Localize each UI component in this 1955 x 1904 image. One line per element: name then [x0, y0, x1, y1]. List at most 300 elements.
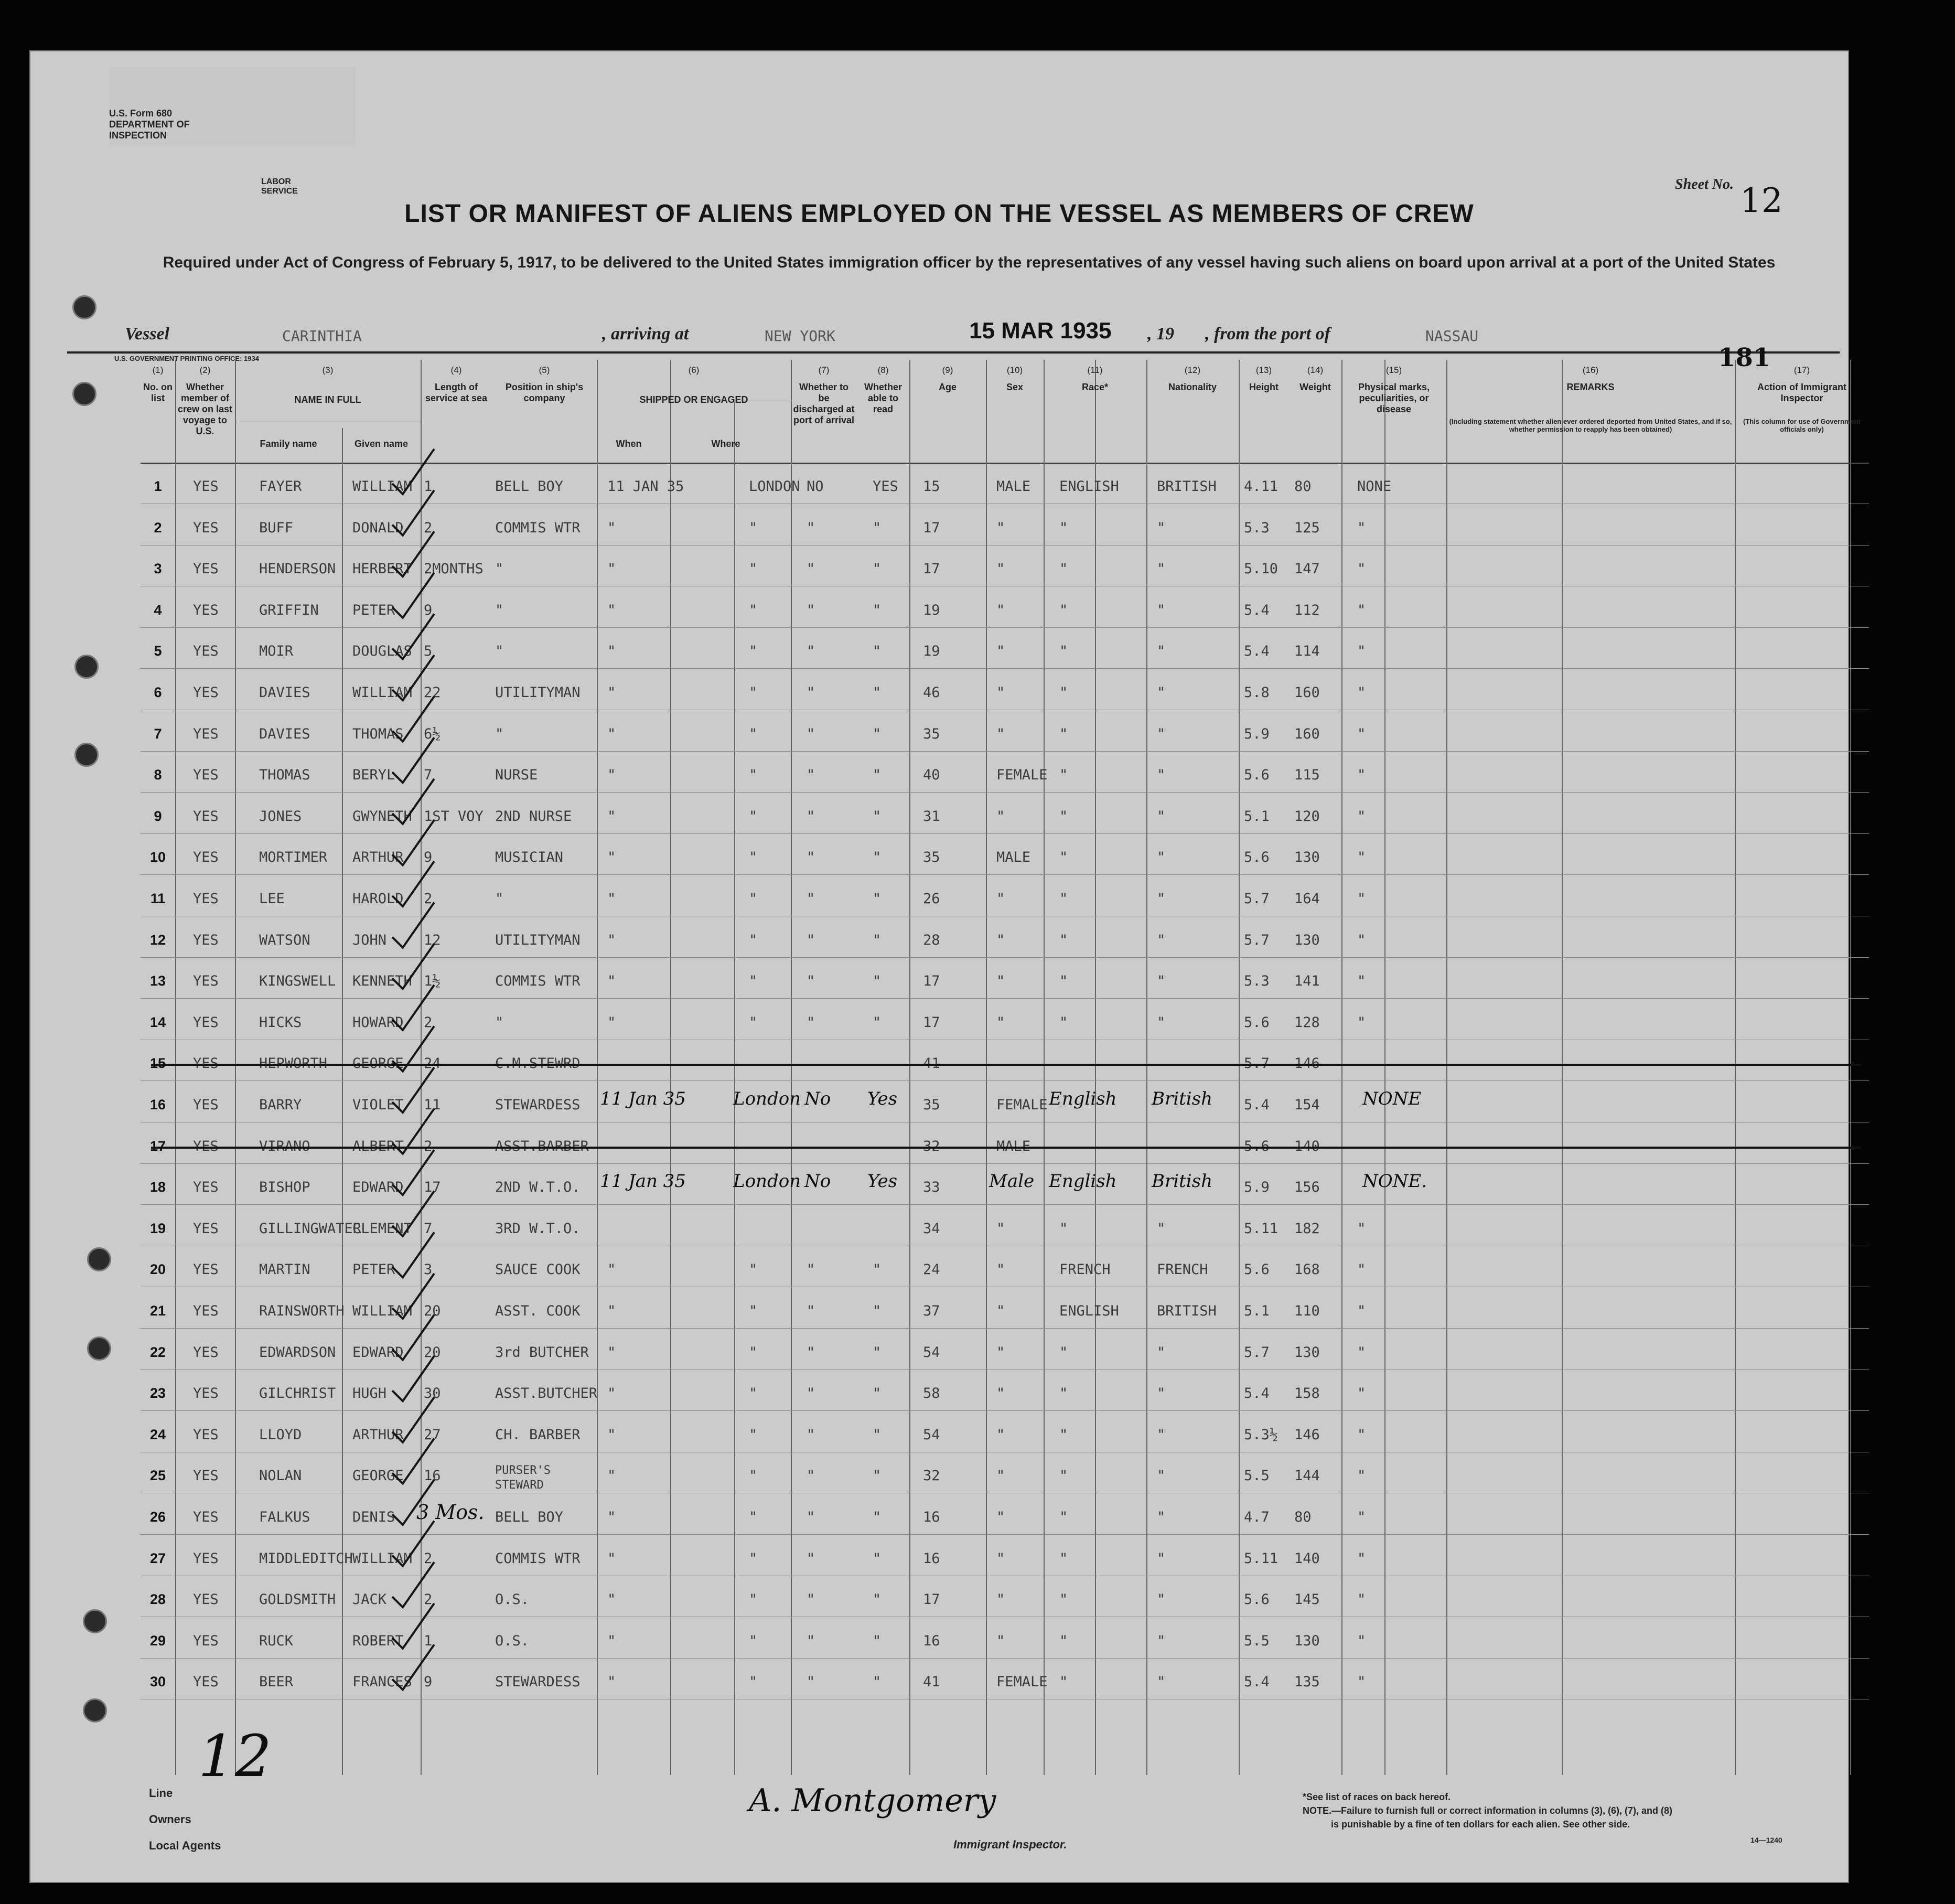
sex-value: " [996, 1220, 1005, 1237]
height-value: 5.3½ [1244, 1426, 1279, 1443]
weight-value: 140 [1294, 1550, 1320, 1567]
physical-marks-value: " [1357, 932, 1366, 948]
subheader-name-in-full-0: Family name [260, 438, 317, 449]
service-length: 20 [424, 1303, 441, 1319]
manifest-page [29, 50, 1861, 1883]
position-value: 2ND NURSE [495, 808, 572, 825]
physical-marks-value: " [1357, 561, 1366, 577]
given-name: JACK [352, 1591, 387, 1608]
given-name: ARTHUR [352, 849, 404, 866]
crew-last-voyage-value: YES [193, 1303, 219, 1319]
nationality-value: " [1157, 643, 1166, 660]
nationality-value: " [1157, 1632, 1166, 1649]
local-agents-label: Local Agents [149, 1839, 221, 1852]
weight-value: 156 [1294, 1179, 1320, 1196]
owners-label: Owners [149, 1813, 191, 1826]
weight-value: 80 [1294, 1509, 1312, 1525]
nationality-value: " [1157, 561, 1166, 577]
discharged-value: " [807, 1674, 815, 1691]
height-value: 5.5 [1244, 1468, 1270, 1484]
able-to-read-value: " [873, 1509, 882, 1525]
physical-marks-value: " [1357, 1220, 1366, 1237]
age-value: 19 [923, 602, 940, 618]
printing-office: U.S. GOVERNMENT PRINTING OFFICE: 1934 [114, 355, 259, 362]
column-number-crew-last-voyage: (2) [199, 365, 211, 375]
physical-marks-value: " [1357, 1674, 1366, 1691]
given-name: JOHN [352, 932, 387, 948]
sheet-label: Sheet No. [1675, 176, 1734, 192]
physical-marks-value: " [1357, 1261, 1366, 1278]
column-number-sex: (10) [1006, 365, 1023, 375]
column-header-shipped-or-engaged: SHIPPED OR ENGAGED [639, 394, 748, 405]
sex-value: " [996, 725, 1005, 742]
check-mark [392, 1150, 434, 1195]
check-mark [392, 697, 434, 742]
manifest-subtitle: Required under Act of Congress of February 5, 1917, to be delivered to the United States immigration officer by the representatives of any vessel having such aliens on board upon arrival at a port of the United States [163, 254, 1776, 271]
column-number-name-in-full: (3) [322, 365, 334, 375]
row-number: 24 [149, 1426, 166, 1442]
crew-last-voyage-value: YES [193, 725, 219, 742]
race-value: " [1059, 602, 1068, 618]
crew-last-voyage-value: YES [193, 1426, 219, 1443]
height-value: 5.9 [1244, 725, 1270, 742]
check-mark [392, 1603, 434, 1649]
subheader-shipped-or-engaged-1: Where [711, 438, 740, 449]
weight-value: 158 [1294, 1385, 1320, 1402]
weight-value: 160 [1294, 725, 1320, 742]
crew-last-voyage-value: YES [193, 519, 219, 536]
nationality-value: " [1157, 1014, 1166, 1031]
discharged-value: " [807, 1344, 815, 1361]
given-name: DONALD [352, 519, 404, 536]
position-value: 3RD W.T.O. [495, 1220, 581, 1237]
given-name: HAROLD [352, 891, 404, 907]
family-name: WATSON [259, 932, 310, 948]
race-value: " [1059, 561, 1068, 577]
service-length: 27 [424, 1426, 441, 1443]
sex-value: " [996, 1385, 1005, 1402]
age-value: 16 [923, 1509, 940, 1525]
age-value: 17 [923, 561, 940, 577]
position-value: ASST.BUTCHER [495, 1385, 598, 1402]
nationality-value: " [1157, 602, 1166, 618]
column-header-age: Age [938, 382, 957, 392]
check-mark [392, 985, 434, 1030]
shipped-when: " [607, 1468, 616, 1484]
form-identifier: U.S. Form 680 DEPARTMENT OF INSPECTION [109, 108, 190, 141]
height-value: 5.6 [1244, 1591, 1270, 1608]
shipped-where: " [749, 1674, 758, 1691]
service-length: 3 [424, 1261, 433, 1278]
crew-last-voyage-value: YES [193, 849, 219, 866]
column-header-position: Position in ship's company [505, 382, 584, 403]
race-value: ENGLISH [1059, 1303, 1119, 1319]
able-to-read-value: " [873, 561, 882, 577]
check-mark [392, 1191, 434, 1236]
row-number: 6 [154, 684, 162, 700]
service-length: 12 [424, 932, 441, 948]
binder-hole [72, 382, 96, 406]
given-name: ROBERT [352, 1632, 404, 1649]
check-mark [392, 1067, 434, 1113]
binder-hole [87, 1247, 111, 1271]
discharged-value: " [807, 1385, 815, 1402]
nationality-value: " [1157, 1385, 1166, 1402]
shipped-where: " [749, 1509, 758, 1525]
weight-value: 146 [1294, 1426, 1320, 1443]
height-value: 5.6 [1244, 1014, 1270, 1031]
given-name: ARTHUR [352, 1426, 404, 1443]
age-value: 40 [923, 767, 940, 784]
family-name: HENDERSON [259, 561, 336, 577]
age-value: 26 [923, 891, 940, 907]
discharged-value: " [807, 1468, 815, 1484]
position-value: " [495, 1014, 504, 1031]
service-length: 30 [424, 1385, 441, 1402]
column-number-nationality: (12) [1184, 365, 1201, 375]
discharged-value: " [807, 684, 815, 701]
shipped-when: " [607, 643, 616, 660]
age-value: 35 [923, 1097, 940, 1113]
height-value: 5.6 [1244, 767, 1270, 784]
position-value: UTILITYMAN [495, 684, 581, 701]
given-name: DENIS [352, 1509, 395, 1525]
crew-last-voyage-value: YES [193, 1550, 219, 1567]
race-value: " [1059, 808, 1068, 825]
family-name: GRIFFIN [259, 602, 319, 618]
age-value: 32 [923, 1138, 940, 1154]
shipped-where: " [749, 1385, 758, 1402]
discharged-value: " [807, 1632, 815, 1649]
physical-marks-value: " [1357, 973, 1366, 990]
race-value: " [1059, 1674, 1068, 1691]
height-value: 5.1 [1244, 1303, 1270, 1319]
discharged-value: " [807, 1509, 815, 1525]
race-value: " [1059, 1550, 1068, 1567]
handwritten-read: Yes [867, 1088, 898, 1109]
shipped-where: " [749, 684, 758, 701]
weight-value: 182 [1294, 1220, 1320, 1237]
weight-value: 80 [1294, 478, 1312, 495]
check-mark [392, 1397, 434, 1442]
shipped-when: " [607, 1261, 616, 1278]
shipped-when: " [607, 932, 616, 948]
height-value: 5.5 [1244, 1632, 1270, 1649]
given-name: DOUGLAS [352, 643, 412, 660]
position-value: STEWARDESS [495, 1674, 581, 1691]
physical-marks-value: " [1357, 1550, 1366, 1567]
family-name: FAYER [259, 478, 302, 495]
age-value: 54 [923, 1344, 940, 1361]
service-length: 5 [424, 643, 433, 660]
race-value: " [1059, 1468, 1068, 1484]
shipped-when: 11 JAN 35 [607, 478, 684, 495]
age-value: 41 [923, 1055, 940, 1072]
given-name: CLEMENT [352, 1220, 412, 1237]
height-value: 5.6 [1244, 849, 1270, 866]
service-length: 6½ [424, 725, 441, 742]
service-length: 9 [424, 602, 433, 618]
departure-port: NASSAU [1425, 327, 1479, 345]
able-to-read-value: " [873, 725, 882, 742]
family-name: BUFF [259, 519, 294, 536]
discharged-value: " [807, 1591, 815, 1608]
shipped-where: " [749, 891, 758, 907]
physical-marks-value: " [1357, 808, 1366, 825]
family-name: BEER [259, 1674, 294, 1691]
position-value: " [495, 891, 504, 907]
physical-marks-value: " [1357, 643, 1366, 660]
shipped-where: " [749, 1261, 758, 1278]
handwritten-marks: NONE [1362, 1088, 1422, 1109]
row-number: 13 [149, 973, 166, 989]
position-value: " [495, 561, 504, 577]
race-value: " [1059, 1344, 1068, 1361]
nationality-value: " [1157, 1426, 1166, 1443]
height-value: 5.6 [1244, 1138, 1270, 1154]
weight-value: 120 [1294, 808, 1320, 825]
family-name: MARTIN [259, 1261, 310, 1278]
crew-last-voyage-value: YES [193, 973, 219, 990]
sex-value: " [996, 1344, 1005, 1361]
service-length: 17 [424, 1179, 441, 1196]
physical-marks-value: " [1357, 1303, 1366, 1319]
crew-last-voyage-value: YES [193, 891, 219, 907]
height-value: 4.11 [1244, 478, 1279, 495]
column-header-remarks: REMARKS [1566, 382, 1615, 392]
crew-last-voyage-value: YES [193, 767, 219, 784]
sex-value: " [996, 808, 1005, 825]
position-value: " [495, 602, 504, 618]
row-number: 2 [154, 519, 162, 536]
sex-value: " [996, 891, 1005, 907]
family-name: HICKS [259, 1014, 302, 1031]
family-name: FALKUS [259, 1509, 310, 1525]
age-value: 16 [923, 1632, 940, 1649]
discharged-value: " [807, 643, 815, 660]
able-to-read-value: " [873, 1014, 882, 1031]
shipped-when: " [607, 684, 616, 701]
nationality-value: " [1157, 1674, 1166, 1691]
service-length: 2MONTHS [424, 561, 484, 577]
handwritten-nationality: British [1152, 1171, 1212, 1192]
discharged-value: " [807, 932, 815, 948]
height-value: 5.4 [1244, 1385, 1270, 1402]
age-value: 33 [923, 1179, 940, 1196]
column-header-able-to-read: Whether able to read [864, 382, 902, 414]
able-to-read-value: " [873, 1550, 882, 1567]
discharged-value: " [807, 1261, 815, 1278]
sex-value: " [996, 1509, 1005, 1525]
shipped-when: " [607, 519, 616, 536]
form-code: 14—1240 [1750, 1836, 1782, 1844]
physical-marks-value: " [1357, 1632, 1366, 1649]
race-value: " [1059, 767, 1068, 784]
age-value: 16 [923, 1550, 940, 1567]
binder-hole [72, 295, 96, 319]
service-length: 9 [424, 1674, 433, 1691]
family-name: MOIR [259, 643, 294, 660]
shipped-where: " [749, 973, 758, 990]
binder-hole [87, 1336, 111, 1361]
handwritten-marks: NONE. [1362, 1171, 1427, 1192]
crew-last-voyage-value: YES [193, 1261, 219, 1278]
physical-marks-value: " [1357, 1426, 1366, 1443]
column-number-able-to-read: (8) [877, 365, 889, 375]
year-label: , 19 [1147, 324, 1174, 344]
weight-value: 125 [1294, 519, 1320, 536]
crew-last-voyage-value: YES [193, 1179, 219, 1196]
position-value: UTILITYMAN [495, 932, 581, 948]
column-note-inspector-action: (This column for use of Government officials only) [1743, 418, 1861, 433]
handwritten-when: 11 Jan 35 [600, 1088, 686, 1109]
age-value: 17 [923, 1591, 940, 1608]
able-to-read-value: " [873, 1468, 882, 1484]
age-value: 41 [923, 1674, 940, 1691]
family-name: KINGSWELL [259, 973, 336, 990]
family-name: RAINSWORTH [259, 1303, 345, 1319]
age-value: 46 [923, 684, 940, 701]
nationality-value: " [1157, 1468, 1166, 1484]
race-value: " [1059, 684, 1068, 701]
column-number-discharged: (7) [818, 365, 830, 375]
shipped-where: LONDON [749, 478, 800, 495]
crew-last-voyage-value: YES [193, 561, 219, 577]
column-header-name-in-full: NAME IN FULL [294, 394, 361, 405]
race-value: " [1059, 725, 1068, 742]
height-value: 5.7 [1244, 1344, 1270, 1361]
crew-last-voyage-value: YES [193, 478, 219, 495]
service-length: 9 [424, 849, 433, 866]
nationality-value: FRENCH [1157, 1261, 1208, 1278]
discharged-value: " [807, 561, 815, 577]
position-value: ASST.BARBER [495, 1138, 589, 1154]
position-value: SAUCE COOK [495, 1261, 581, 1278]
position-value: O.S. [495, 1632, 530, 1649]
able-to-read-value: " [873, 973, 882, 990]
column-header-sex: Sex [1006, 382, 1024, 392]
height-value: 5.11 [1244, 1220, 1279, 1237]
family-name: GOLDSMITH [259, 1591, 336, 1608]
tally-number: 12 [198, 1723, 272, 1790]
sheet-number: 12 [1740, 181, 1783, 220]
discharged-value: " [807, 973, 815, 990]
check-mark [392, 614, 434, 659]
physical-marks-value: " [1357, 1385, 1366, 1402]
sex-value: " [996, 1550, 1005, 1567]
race-value: " [1059, 1632, 1068, 1649]
penalty-note: NOTE.—Failure to furnish full or correct information in columns (3), (6), (7), and (8) [1303, 1805, 1673, 1816]
column-number-position: (5) [539, 365, 550, 375]
weight-value: 141 [1294, 973, 1320, 990]
height-value: 5.6 [1244, 1261, 1270, 1278]
able-to-read-value: " [873, 684, 882, 701]
weight-value: 130 [1294, 1344, 1320, 1361]
physical-marks-value: " [1357, 891, 1366, 907]
height-value: 5.3 [1244, 973, 1270, 990]
from-port-label: , from the port of [1205, 324, 1330, 344]
able-to-read-value: " [873, 602, 882, 618]
sex-value: " [996, 643, 1005, 660]
discharged-value: " [807, 1426, 815, 1443]
given-name: EDWARD [352, 1179, 404, 1196]
check-mark [392, 449, 434, 494]
sex-value: " [996, 1468, 1005, 1484]
service-length: 7 [424, 1220, 433, 1237]
discharged-value: NO [807, 478, 824, 495]
sex-value: FEMALE [996, 1097, 1048, 1113]
family-name: EDWARDSON [259, 1344, 336, 1361]
vessel-name: CARINTHIA [282, 327, 362, 345]
row-number: 12 [149, 932, 166, 948]
given-name: PETER [352, 1261, 395, 1278]
column-header-no-on-list: No. on list [143, 382, 173, 403]
service-length: 2 [424, 1014, 433, 1031]
position-value: " [495, 643, 504, 660]
given-name: WILLIAM [352, 478, 412, 495]
height-value: 5.4 [1244, 643, 1270, 660]
weight-value: 112 [1294, 602, 1320, 618]
discharged-value: " [807, 767, 815, 784]
shipped-where: " [749, 643, 758, 660]
given-name: WILLIAM [352, 1303, 412, 1319]
family-name: LEE [259, 891, 285, 907]
row-number: 27 [149, 1550, 166, 1566]
race-value: " [1059, 643, 1068, 660]
column-header-inspector-action: Action of Immigrant Inspector [1757, 382, 1846, 403]
shipped-when: " [607, 561, 616, 577]
service-length: 16 [424, 1468, 441, 1484]
weight-value: 135 [1294, 1674, 1320, 1691]
binder-hole [74, 743, 99, 767]
row-number: 28 [149, 1591, 166, 1608]
race-value: " [1059, 1509, 1068, 1525]
family-name: DAVIES [259, 684, 310, 701]
height-value: 5.3 [1244, 519, 1270, 536]
given-name: GEORGE [352, 1055, 404, 1072]
sex-value: FEMALE [996, 1674, 1048, 1691]
weight-value: 168 [1294, 1261, 1320, 1278]
crew-last-voyage-value: YES [193, 1097, 219, 1113]
age-value: 17 [923, 519, 940, 536]
check-mark [392, 779, 434, 824]
age-value: 35 [923, 849, 940, 866]
crew-last-voyage-value: YES [193, 932, 219, 948]
crew-last-voyage-value: YES [193, 1014, 219, 1031]
family-name: GILLINGWATER [259, 1220, 362, 1237]
column-header-race: Race* [1081, 382, 1109, 392]
position-value: " [495, 725, 504, 742]
manifest-title: LIST OR MANIFEST OF ALIENS EMPLOYED ON THE VESSEL AS MEMBERS OF CREW [404, 200, 1474, 228]
position-value: STEWARDESS [495, 1097, 581, 1113]
position-value: CH. BARBER [495, 1426, 581, 1443]
check-mark [392, 1315, 434, 1360]
weight-value: 140 [1294, 1138, 1320, 1154]
shipped-when: " [607, 1509, 616, 1525]
service-length: 2 [424, 1138, 433, 1154]
discharged-value: " [807, 1550, 815, 1567]
handwritten-sex: Male [989, 1171, 1035, 1192]
row-number: 10 [149, 849, 166, 865]
column-number-remarks: (16) [1582, 365, 1599, 375]
nationality-value: " [1157, 1591, 1166, 1608]
shipped-where: " [749, 1591, 758, 1608]
crew-last-voyage-value: YES [193, 602, 219, 618]
shipped-where: " [749, 849, 758, 866]
column-number-age: (9) [942, 365, 953, 375]
check-mark [392, 1232, 434, 1277]
row-number: 17 [149, 1138, 166, 1154]
